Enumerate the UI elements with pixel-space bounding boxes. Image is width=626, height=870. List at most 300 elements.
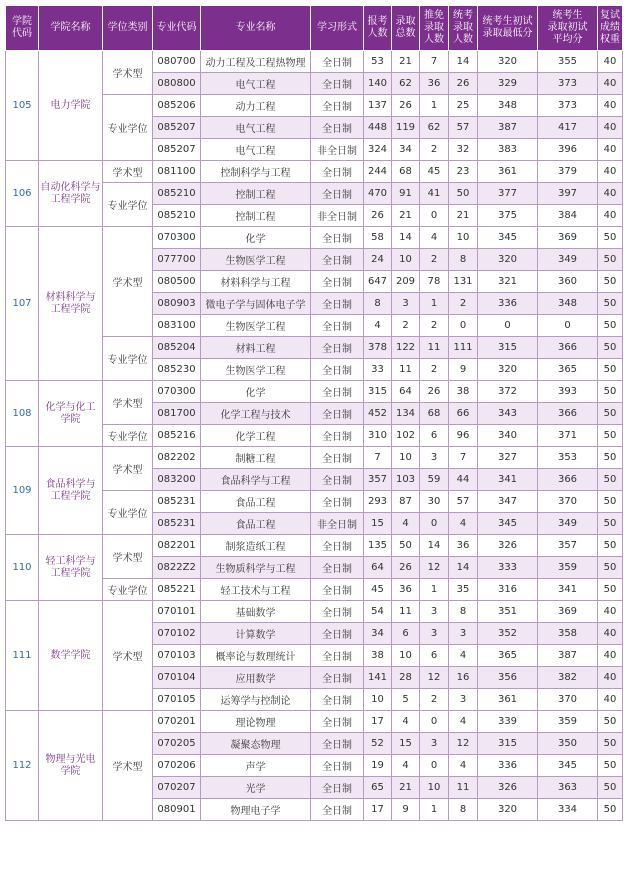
avg-score: 348 xyxy=(538,293,598,315)
recommended-admitted: 0 xyxy=(420,205,449,227)
major-code: 082201 xyxy=(153,535,201,557)
min-score: 315 xyxy=(478,733,538,755)
major-name: 轻工技术与工程 xyxy=(201,579,311,601)
avg-score: 371 xyxy=(538,425,598,447)
table-body xyxy=(6,51,623,821)
applicants: 244 xyxy=(364,161,392,183)
study-mode: 全日制 xyxy=(311,447,364,469)
recommended-admitted: 3 xyxy=(420,733,449,755)
retest-weight: 50 xyxy=(598,469,623,491)
retest-weight: 40 xyxy=(598,689,623,711)
min-score: 315 xyxy=(478,337,538,359)
exam-admitted: 57 xyxy=(449,491,478,513)
study-mode: 全日制 xyxy=(311,249,364,271)
exam-admitted: 8 xyxy=(449,799,478,821)
applicants: 8 xyxy=(364,293,392,315)
admitted-total: 36 xyxy=(392,579,420,601)
admitted-total: 209 xyxy=(392,271,420,293)
major-code: 070104 xyxy=(153,667,201,689)
recommended-admitted: 2 xyxy=(420,689,449,711)
admitted-total: 28 xyxy=(392,667,420,689)
avg-score: 341 xyxy=(538,579,598,601)
study-mode: 全日制 xyxy=(311,579,364,601)
major-name: 制浆造纸工程 xyxy=(201,535,311,557)
major-code: 070102 xyxy=(153,623,201,645)
avg-score: 349 xyxy=(538,249,598,271)
retest-weight: 50 xyxy=(598,271,623,293)
retest-weight: 50 xyxy=(598,755,623,777)
column-header: 学位类别 xyxy=(103,6,153,51)
avg-score: 357 xyxy=(538,535,598,557)
major-name: 基础数学 xyxy=(201,601,311,623)
avg-score: 358 xyxy=(538,623,598,645)
college-code: 110 xyxy=(6,535,39,601)
applicants: 293 xyxy=(364,491,392,513)
exam-admitted: 0 xyxy=(449,315,478,337)
study-mode: 全日制 xyxy=(311,469,364,491)
major-name: 电气工程 xyxy=(201,73,311,95)
exam-admitted: 25 xyxy=(449,95,478,117)
min-score: 326 xyxy=(478,777,538,799)
exam-admitted: 35 xyxy=(449,579,478,601)
major-name: 运筹学与控制论 xyxy=(201,689,311,711)
study-mode: 全日制 xyxy=(311,161,364,183)
recommended-admitted: 12 xyxy=(420,667,449,689)
college-name: 数学学院 xyxy=(39,601,103,711)
recommended-admitted: 7 xyxy=(420,51,449,73)
exam-admitted: 4 xyxy=(449,711,478,733)
college-name: 自动化科学与 工程学院 xyxy=(39,161,103,227)
college-name: 电力学院 xyxy=(39,51,103,161)
study-mode: 全日制 xyxy=(311,315,364,337)
exam-admitted: 21 xyxy=(449,205,478,227)
major-code: 085210 xyxy=(153,183,201,205)
major-code: 081700 xyxy=(153,403,201,425)
avg-score: 373 xyxy=(538,73,598,95)
study-mode: 全日制 xyxy=(311,711,364,733)
study-mode: 全日制 xyxy=(311,667,364,689)
applicants: 324 xyxy=(364,139,392,161)
study-mode: 全日制 xyxy=(311,359,364,381)
recommended-admitted: 78 xyxy=(420,271,449,293)
min-score: 327 xyxy=(478,447,538,469)
applicants: 7 xyxy=(364,447,392,469)
study-mode: 全日制 xyxy=(311,271,364,293)
avg-score: 366 xyxy=(538,403,598,425)
study-mode: 全日制 xyxy=(311,623,364,645)
retest-weight: 40 xyxy=(598,623,623,645)
exam-admitted: 23 xyxy=(449,161,478,183)
major-code: 085207 xyxy=(153,139,201,161)
min-score: 320 xyxy=(478,359,538,381)
major-code: 070201 xyxy=(153,711,201,733)
major-code: 070206 xyxy=(153,755,201,777)
retest-weight: 40 xyxy=(598,183,623,205)
min-score: 372 xyxy=(478,381,538,403)
exam-admitted: 7 xyxy=(449,447,478,469)
major-code: 085204 xyxy=(153,337,201,359)
applicants: 470 xyxy=(364,183,392,205)
avg-score: 359 xyxy=(538,711,598,733)
exam-admitted: 9 xyxy=(449,359,478,381)
applicants: 38 xyxy=(364,645,392,667)
retest-weight: 40 xyxy=(598,95,623,117)
major-code: 080901 xyxy=(153,799,201,821)
min-score: 387 xyxy=(478,117,538,139)
min-score: 345 xyxy=(478,513,538,535)
column-header: 专业名称 xyxy=(201,6,311,51)
avg-score: 369 xyxy=(538,601,598,623)
degree-category: 专业学位 xyxy=(103,491,153,535)
applicants: 45 xyxy=(364,579,392,601)
study-mode: 全日制 xyxy=(311,183,364,205)
avg-score: 370 xyxy=(538,491,598,513)
applicants: 54 xyxy=(364,601,392,623)
retest-weight: 40 xyxy=(598,161,623,183)
min-score: 347 xyxy=(478,491,538,513)
avg-score: 373 xyxy=(538,95,598,117)
min-score: 361 xyxy=(478,161,538,183)
min-score: 345 xyxy=(478,227,538,249)
degree-category: 学术型 xyxy=(103,161,153,183)
column-header: 专业代码 xyxy=(153,6,201,51)
major-code: 085230 xyxy=(153,359,201,381)
study-mode: 全日制 xyxy=(311,755,364,777)
major-code: 080903 xyxy=(153,293,201,315)
column-header: 复试 成绩 权重 xyxy=(598,6,623,51)
admitted-total: 11 xyxy=(392,359,420,381)
study-mode: 全日制 xyxy=(311,645,364,667)
column-header: 推免 录取 人数 xyxy=(420,6,449,51)
major-code: 080500 xyxy=(153,271,201,293)
major-code: 077700 xyxy=(153,249,201,271)
exam-admitted: 4 xyxy=(449,755,478,777)
study-mode: 全日制 xyxy=(311,799,364,821)
recommended-admitted: 2 xyxy=(420,249,449,271)
exam-admitted: 4 xyxy=(449,645,478,667)
avg-score: 396 xyxy=(538,139,598,161)
exam-admitted: 3 xyxy=(449,623,478,645)
major-name: 理论物理 xyxy=(201,711,311,733)
major-name: 动力工程 xyxy=(201,95,311,117)
min-score: 377 xyxy=(478,183,538,205)
min-score: 333 xyxy=(478,557,538,579)
exam-admitted: 16 xyxy=(449,667,478,689)
recommended-admitted: 11 xyxy=(420,337,449,359)
exam-admitted: 4 xyxy=(449,513,478,535)
retest-weight: 50 xyxy=(598,491,623,513)
avg-score: 363 xyxy=(538,777,598,799)
major-name: 食品工程 xyxy=(201,513,311,535)
admitted-total: 10 xyxy=(392,645,420,667)
exam-admitted: 14 xyxy=(449,51,478,73)
degree-category: 学术型 xyxy=(103,381,153,425)
admitted-total: 2 xyxy=(392,315,420,337)
major-code: 081100 xyxy=(153,161,201,183)
major-code: 070105 xyxy=(153,689,201,711)
major-name: 光学 xyxy=(201,777,311,799)
header-row xyxy=(6,6,623,51)
major-name: 材料科学与工程 xyxy=(201,271,311,293)
major-name: 制糖工程 xyxy=(201,447,311,469)
retest-weight: 50 xyxy=(598,381,623,403)
min-score: 0 xyxy=(478,315,538,337)
exam-admitted: 50 xyxy=(449,183,478,205)
admitted-total: 103 xyxy=(392,469,420,491)
admitted-total: 10 xyxy=(392,249,420,271)
min-score: 336 xyxy=(478,755,538,777)
retest-weight: 40 xyxy=(598,667,623,689)
exam-admitted: 11 xyxy=(449,777,478,799)
major-name: 微电子学与固体电子学 xyxy=(201,293,311,315)
major-code: 085216 xyxy=(153,425,201,447)
major-name: 生物质科学与工程 xyxy=(201,557,311,579)
admitted-total: 50 xyxy=(392,535,420,557)
admitted-total: 5 xyxy=(392,689,420,711)
admitted-total: 3 xyxy=(392,293,420,315)
avg-score: 355 xyxy=(538,51,598,73)
recommended-admitted: 4 xyxy=(420,227,449,249)
applicants: 315 xyxy=(364,381,392,403)
college-name: 轻工科学与 工程学院 xyxy=(39,535,103,601)
admission-table xyxy=(5,5,623,821)
exam-admitted: 10 xyxy=(449,227,478,249)
major-code: 085231 xyxy=(153,513,201,535)
applicants: 4 xyxy=(364,315,392,337)
recommended-admitted: 2 xyxy=(420,315,449,337)
study-mode: 全日制 xyxy=(311,689,364,711)
avg-score: 382 xyxy=(538,667,598,689)
major-name: 概率论与数理统计 xyxy=(201,645,311,667)
avg-score: 393 xyxy=(538,381,598,403)
applicants: 17 xyxy=(364,711,392,733)
major-code: 085221 xyxy=(153,579,201,601)
study-mode: 非全日制 xyxy=(311,139,364,161)
major-name: 化学工程与技术 xyxy=(201,403,311,425)
study-mode: 全日制 xyxy=(311,337,364,359)
applicants: 141 xyxy=(364,667,392,689)
column-header: 统考生初试 录取最低分 xyxy=(478,6,538,51)
admitted-total: 4 xyxy=(392,755,420,777)
exam-admitted: 12 xyxy=(449,733,478,755)
min-score: 320 xyxy=(478,51,538,73)
admitted-total: 87 xyxy=(392,491,420,513)
min-score: 336 xyxy=(478,293,538,315)
admitted-total: 21 xyxy=(392,777,420,799)
college-code: 105 xyxy=(6,51,39,161)
study-mode: 全日制 xyxy=(311,777,364,799)
avg-score: 353 xyxy=(538,447,598,469)
retest-weight: 40 xyxy=(598,205,623,227)
admitted-total: 21 xyxy=(392,205,420,227)
exam-admitted: 2 xyxy=(449,293,478,315)
admitted-total: 68 xyxy=(392,161,420,183)
min-score: 361 xyxy=(478,689,538,711)
recommended-admitted: 3 xyxy=(420,447,449,469)
study-mode: 全日制 xyxy=(311,535,364,557)
applicants: 310 xyxy=(364,425,392,447)
avg-score: 360 xyxy=(538,271,598,293)
retest-weight: 40 xyxy=(598,645,623,667)
college-name: 物理与光电 学院 xyxy=(39,711,103,821)
exam-admitted: 66 xyxy=(449,403,478,425)
column-header: 学院 代码 xyxy=(6,6,39,51)
applicants: 647 xyxy=(364,271,392,293)
recommended-admitted: 3 xyxy=(420,623,449,645)
table-row xyxy=(6,711,623,733)
min-score: 351 xyxy=(478,601,538,623)
applicants: 452 xyxy=(364,403,392,425)
study-mode: 全日制 xyxy=(311,227,364,249)
applicants: 24 xyxy=(364,249,392,271)
college-code: 109 xyxy=(6,447,39,535)
exam-admitted: 44 xyxy=(449,469,478,491)
avg-score: 379 xyxy=(538,161,598,183)
recommended-admitted: 45 xyxy=(420,161,449,183)
retest-weight: 50 xyxy=(598,403,623,425)
admitted-total: 134 xyxy=(392,403,420,425)
applicants: 26 xyxy=(364,205,392,227)
major-name: 控制工程 xyxy=(201,183,311,205)
college-name: 材料科学与 工程学院 xyxy=(39,227,103,381)
study-mode: 全日制 xyxy=(311,95,364,117)
major-code: 082202 xyxy=(153,447,201,469)
admitted-total: 62 xyxy=(392,73,420,95)
major-code: 070101 xyxy=(153,601,201,623)
retest-weight: 40 xyxy=(598,117,623,139)
admitted-total: 64 xyxy=(392,381,420,403)
avg-score: 359 xyxy=(538,557,598,579)
table-row xyxy=(6,227,623,249)
college-name: 化学与化工 学院 xyxy=(39,381,103,447)
study-mode: 全日制 xyxy=(311,733,364,755)
study-mode: 全日制 xyxy=(311,381,364,403)
admitted-total: 4 xyxy=(392,513,420,535)
major-code: 070300 xyxy=(153,227,201,249)
major-name: 生物医学工程 xyxy=(201,359,311,381)
column-header: 学习形式 xyxy=(311,6,364,51)
recommended-admitted: 62 xyxy=(420,117,449,139)
recommended-admitted: 6 xyxy=(420,645,449,667)
retest-weight: 50 xyxy=(598,249,623,271)
exam-admitted: 131 xyxy=(449,271,478,293)
major-name: 化学工程 xyxy=(201,425,311,447)
applicants: 15 xyxy=(364,513,392,535)
admitted-total: 102 xyxy=(392,425,420,447)
applicants: 58 xyxy=(364,227,392,249)
admitted-total: 6 xyxy=(392,623,420,645)
avg-score: 417 xyxy=(538,117,598,139)
college-code: 106 xyxy=(6,161,39,227)
major-code: 070300 xyxy=(153,381,201,403)
retest-weight: 50 xyxy=(598,557,623,579)
min-score: 356 xyxy=(478,667,538,689)
applicants: 357 xyxy=(364,469,392,491)
retest-weight: 40 xyxy=(598,73,623,95)
column-header: 学院名称 xyxy=(39,6,103,51)
major-name: 食品工程 xyxy=(201,491,311,513)
table-row xyxy=(6,601,623,623)
degree-category: 学术型 xyxy=(103,447,153,491)
recommended-admitted: 0 xyxy=(420,513,449,535)
applicants: 53 xyxy=(364,51,392,73)
major-name: 动力工程及工程热物理 xyxy=(201,51,311,73)
avg-score: 397 xyxy=(538,183,598,205)
study-mode: 非全日制 xyxy=(311,205,364,227)
major-code: 085210 xyxy=(153,205,201,227)
recommended-admitted: 1 xyxy=(420,95,449,117)
exam-admitted: 8 xyxy=(449,601,478,623)
admitted-total: 26 xyxy=(392,95,420,117)
admitted-total: 14 xyxy=(392,227,420,249)
column-header: 报考 人数 xyxy=(364,6,392,51)
recommended-admitted: 10 xyxy=(420,777,449,799)
study-mode: 全日制 xyxy=(311,425,364,447)
retest-weight: 50 xyxy=(598,777,623,799)
min-score: 383 xyxy=(478,139,538,161)
avg-score: 366 xyxy=(538,469,598,491)
major-name: 凝聚态物理 xyxy=(201,733,311,755)
applicants: 52 xyxy=(364,733,392,755)
recommended-admitted: 36 xyxy=(420,73,449,95)
recommended-admitted: 68 xyxy=(420,403,449,425)
admitted-total: 9 xyxy=(392,799,420,821)
applicants: 448 xyxy=(364,117,392,139)
applicants: 378 xyxy=(364,337,392,359)
retest-weight: 50 xyxy=(598,227,623,249)
exam-admitted: 14 xyxy=(449,557,478,579)
retest-weight: 50 xyxy=(598,535,623,557)
major-code: 0822Z2 xyxy=(153,557,201,579)
retest-weight: 50 xyxy=(598,447,623,469)
column-header: 统考 录取 人数 xyxy=(449,6,478,51)
college-code: 112 xyxy=(6,711,39,821)
major-code: 070103 xyxy=(153,645,201,667)
degree-category: 学术型 xyxy=(103,535,153,579)
major-code: 085207 xyxy=(153,117,201,139)
recommended-admitted: 30 xyxy=(420,491,449,513)
retest-weight: 50 xyxy=(598,711,623,733)
study-mode: 全日制 xyxy=(311,557,364,579)
avg-score: 0 xyxy=(538,315,598,337)
avg-score: 365 xyxy=(538,359,598,381)
applicants: 19 xyxy=(364,755,392,777)
avg-score: 349 xyxy=(538,513,598,535)
applicants: 64 xyxy=(364,557,392,579)
study-mode: 全日制 xyxy=(311,73,364,95)
exam-admitted: 38 xyxy=(449,381,478,403)
exam-admitted: 96 xyxy=(449,425,478,447)
retest-weight: 40 xyxy=(598,139,623,161)
recommended-admitted: 41 xyxy=(420,183,449,205)
major-name: 化学 xyxy=(201,381,311,403)
college-code: 107 xyxy=(6,227,39,381)
study-mode: 全日制 xyxy=(311,491,364,513)
study-mode: 非全日制 xyxy=(311,513,364,535)
retest-weight: 50 xyxy=(598,337,623,359)
admitted-total: 122 xyxy=(392,337,420,359)
min-score: 320 xyxy=(478,249,538,271)
table-row xyxy=(6,51,623,73)
major-name: 物理电子学 xyxy=(201,799,311,821)
min-score: 375 xyxy=(478,205,538,227)
min-score: 320 xyxy=(478,799,538,821)
major-name: 生物医学工程 xyxy=(201,249,311,271)
recommended-admitted: 14 xyxy=(420,535,449,557)
recommended-admitted: 0 xyxy=(420,755,449,777)
major-name: 声学 xyxy=(201,755,311,777)
major-name: 控制科学与工程 xyxy=(201,161,311,183)
